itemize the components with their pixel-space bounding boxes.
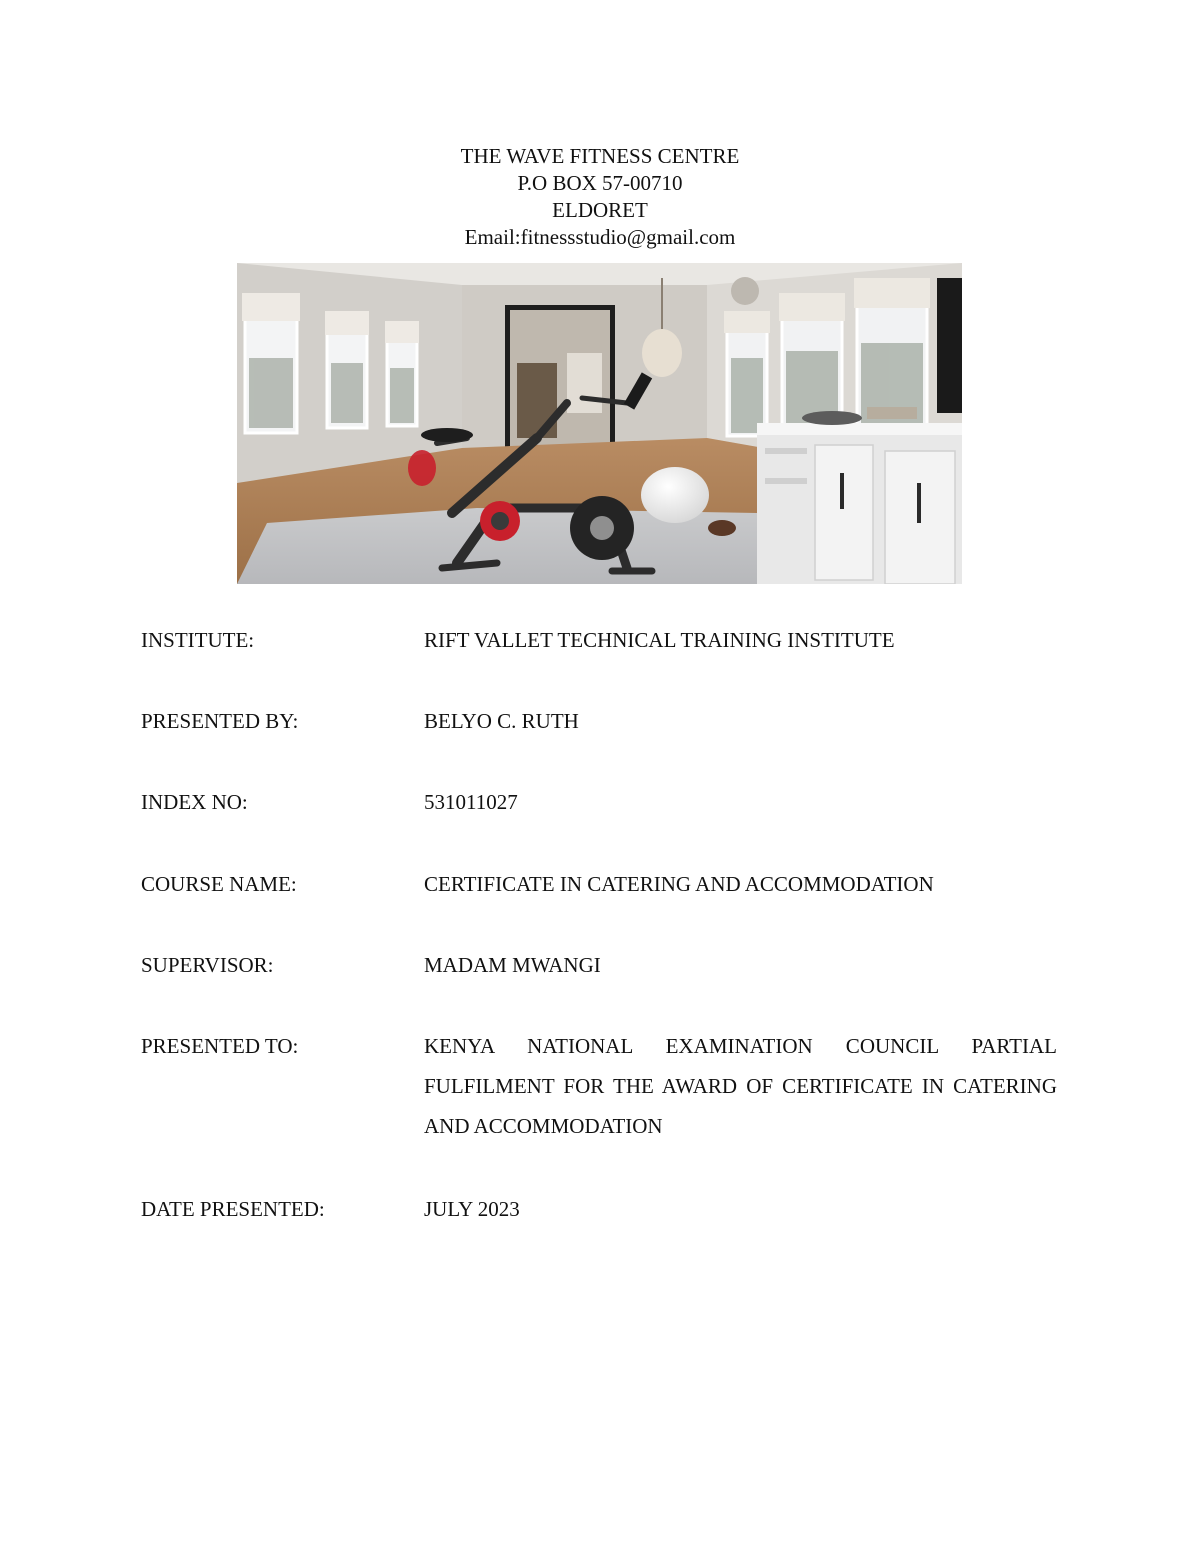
presented-by-label: PRESENTED BY:: [141, 709, 299, 733]
index-no-value: 531011027: [424, 790, 518, 814]
institute-label: INSTITUTE:: [141, 628, 255, 652]
institute-value: RIFT VALLET TECHNICAL TRAINING INSTITUTE: [424, 628, 895, 652]
letterhead: [0, 143, 1200, 251]
index-no-label: INDEX NO:: [141, 790, 248, 814]
course-name-label: COURSE NAME:: [141, 872, 297, 896]
home-gym-photo: [237, 263, 962, 584]
course-name-value: CERTIFICATE IN CATERING AND ACCOMMODATION: [424, 872, 934, 896]
email-address: Email:fitnessstudio@gmail.com: [464, 225, 736, 249]
organization-name: THE WAVE FITNESS CENTRE: [460, 144, 740, 168]
supervisor-label: SUPERVISOR:: [141, 953, 274, 977]
postal-address: P.O BOX 57-00710: [517, 171, 683, 195]
presented-to-value: KENYA NATIONAL EXAMINATION COUNCIL PARTIAL FULFILMENT FOR THE AWARD OF CERTIFICATE IN CATERING AND ACCOMMODATION: [424, 1034, 1057, 1138]
supervisor-value: MADAM MWANGI: [424, 953, 601, 977]
city: ELDORET: [552, 198, 648, 222]
presented-by-value: BELYO C. RUTH: [424, 709, 579, 733]
date-presented-value: JULY 2023: [424, 1197, 520, 1221]
date-presented-label: DATE PRESENTED:: [141, 1197, 325, 1221]
presented-to-label: PRESENTED TO:: [141, 1034, 299, 1058]
